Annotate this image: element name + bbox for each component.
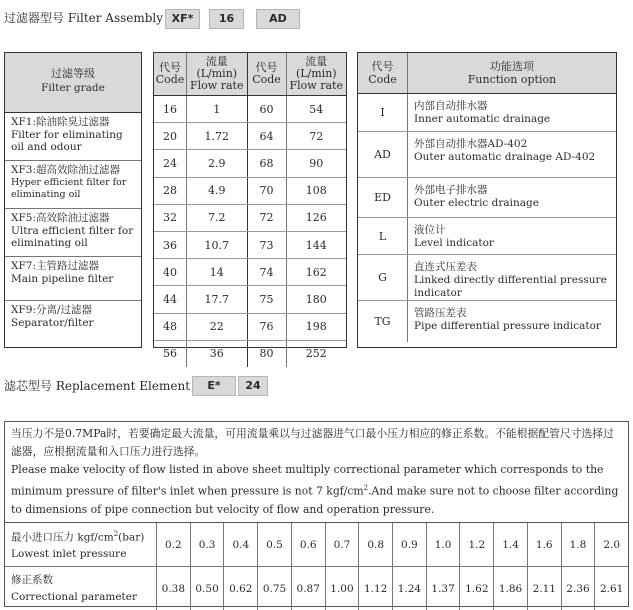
function-desc (408, 132, 616, 177)
flow-rate-cell: 22 (187, 313, 248, 340)
grade-item-en: Filter for eliminating oil and odour (11, 128, 123, 153)
function-desc (408, 255, 616, 300)
function-row (358, 301, 616, 342)
flow-header-code: 代号 Code (247, 53, 286, 96)
function-desc-en: Linked directly differential pressure indicator (414, 274, 607, 299)
correction-value: 0.62 (224, 567, 258, 610)
pressure-label: 最小进口压力 kgf/$cm^2(bar)$ Lowest inlet pressure (5, 523, 157, 567)
flow-code-cell: 73 (247, 231, 286, 258)
correction-value: 1.86 (494, 567, 528, 610)
flow-rate-cell: 2.9 (187, 150, 248, 177)
flow-row (154, 150, 346, 177)
filter-grade-header (5, 53, 141, 113)
flow-rate-cell: 14 (187, 259, 248, 286)
grade-item-en: Ultra efficient filter for eliminating oil (11, 224, 134, 249)
flow-rate-cell: 180 (286, 286, 346, 313)
flow-code-cell: 48 (154, 313, 187, 340)
grade-item-cn: XF3:超高效除油过滤器 (11, 164, 120, 176)
pressure-value: 1.0 (426, 523, 460, 567)
correction-value: 1.37 (426, 567, 460, 610)
pressure-value: 0.9 (393, 523, 427, 567)
flow-rate-cell: 126 (286, 204, 346, 231)
function-desc (408, 301, 616, 342)
correction-label: 修正系数 Correctional parameter (11, 573, 137, 603)
flow-code-cell: 60 (247, 96, 286, 123)
pressure-value: 2.0 (595, 523, 628, 567)
function-code: L (358, 218, 408, 254)
assembly-code-flow: 16 (209, 9, 244, 29)
flow-row (154, 231, 346, 258)
pressure-value: 0.5 (258, 523, 292, 567)
function-code: AD (358, 132, 408, 177)
flow-row (154, 204, 346, 231)
function-option-table (357, 52, 617, 348)
correction-value: 1.12 (359, 567, 393, 610)
correction-row (5, 567, 628, 610)
note-text-cn: 当压力不是0.7MPa时，若要确定最大流量，可用流量乘以与过滤器进气口最小压力相应的修正系数。不能根据配管尺寸选择过滤器，应根据流量和入口压力进行选择。 (11, 427, 614, 458)
grade-item-cn: XF1:除油除臭过滤器 (11, 116, 110, 128)
correction-value: 1.24 (393, 567, 427, 610)
flow-row (154, 96, 346, 123)
flow-code-cell: 24 (154, 150, 187, 177)
flow-code-cell: 20 (154, 123, 187, 150)
function-desc-cn: 外部自动排水器AD-402 (414, 138, 528, 150)
assembly-code-function: AD (256, 9, 300, 29)
grade-item-cn: XF7:主管路过滤器 (11, 260, 99, 272)
function-desc (408, 94, 616, 131)
function-row (358, 218, 616, 255)
function-row (358, 255, 616, 301)
pressure-value: 1.8 (561, 523, 595, 567)
flow-rate-cell: 198 (286, 313, 346, 340)
function-desc-en: Level indicator (414, 237, 494, 249)
flow-row (154, 177, 346, 204)
flow-rate-cell: 72 (286, 123, 346, 150)
function-desc-cn: 液位计 (414, 224, 446, 236)
function-desc (408, 218, 616, 254)
function-code: TG (358, 301, 408, 342)
flow-rate-cell: 4.9 (187, 177, 248, 204)
function-header-code: 代号 Code (358, 53, 408, 93)
pressure-value: 1.2 (460, 523, 494, 567)
flow-code-cell: 28 (154, 177, 187, 204)
flow-code-cell: 40 (154, 259, 187, 286)
note-text (5, 422, 628, 523)
pressure-value: 0.4 (224, 523, 258, 567)
function-desc-en: Outer automatic drainage AD-402 (414, 151, 596, 163)
function-desc-cn: 管路压差表 (414, 307, 467, 319)
flow-header-rate: 流量 (L/min) Flow rate (286, 53, 346, 96)
flow-code-cell: 56 (154, 340, 187, 367)
function-header-option: 功能选项 Function option (467, 60, 557, 86)
filter-grade-panel (4, 52, 142, 348)
pressure-value: 0.2 (157, 523, 191, 567)
flow-code-cell: 75 (247, 286, 286, 313)
function-code: I (358, 94, 408, 131)
flow-code-cell: 72 (247, 204, 286, 231)
function-desc-cn: 内部自动排水器 (414, 100, 488, 112)
flow-code-cell: 32 (154, 204, 187, 231)
flow-rate-cell: 162 (286, 259, 346, 286)
correction-value: 0.75 (258, 567, 292, 610)
function-row (358, 94, 616, 132)
flow-rate-cell: 90 (286, 150, 346, 177)
flow-code-cell: 68 (247, 150, 286, 177)
function-desc-cn: 直连式压差表 (414, 261, 477, 273)
flow-row (154, 259, 346, 286)
flow-code-cell: 16 (154, 96, 187, 123)
flow-rate-cell: 108 (286, 177, 346, 204)
flow-code-cell: 70 (247, 177, 286, 204)
flow-row (154, 286, 346, 313)
flow-header-code: 代号 Code (154, 53, 187, 96)
correction-value: 1.62 (460, 567, 494, 610)
flow-rate-cell: 7.2 (187, 204, 248, 231)
pressure-row (5, 523, 628, 567)
grade-item-cn: XF9:分离/过滤器 (11, 304, 93, 316)
note-text-en: Please make velocity of flow listed in above sheet multiply correctional parameter which corresponds to the minimum pressure of filter's inlet when pressure is not 7 kgf/$cm^2.And$ make sure not to choose filter according to dimensions of pipe connection but velocity of flow and operation pressure. (11, 463, 619, 516)
correction-value: 0.87 (291, 567, 325, 610)
flow-rate-cell: 17.7 (187, 286, 248, 313)
grade-item-en: Separator/filter (11, 316, 94, 329)
pressure-value: 0.3 (190, 523, 224, 567)
function-desc-en: Pipe differential pressure indicator (414, 320, 601, 332)
flow-code-cell: 44 (154, 286, 187, 313)
flow-code-cell: 64 (247, 123, 286, 150)
pressure-value: 1.6 (527, 523, 561, 567)
flow-rate-cell: 144 (286, 231, 346, 258)
flow-rate-cell: 36 (187, 340, 248, 367)
function-row (358, 132, 616, 178)
correction-value: 2.61 (595, 567, 628, 610)
flow-code-cell: 80 (247, 340, 286, 367)
pressure-value: 1.4 (494, 523, 528, 567)
pressure-value: 0.8 (359, 523, 393, 567)
flow-rate-cell: 10.7 (187, 231, 248, 258)
correction-value: 0.50 (190, 567, 224, 610)
function-row (358, 178, 616, 218)
flow-rate-cell: 252 (305, 347, 327, 361)
replacement-code-series: E* (192, 376, 236, 396)
function-desc (408, 178, 616, 217)
flow-header-rate: 流量 (L/min) Flow rate (187, 53, 248, 96)
assembly-title: 过滤器型号 Filter Assembly (4, 11, 164, 25)
correction-value: 1.00 (325, 567, 359, 610)
pressure-value: 0.7 (325, 523, 359, 567)
correction-value: 2.36 (561, 567, 595, 610)
function-header (358, 53, 616, 94)
grade-item-en: Main pipeline filter (11, 272, 114, 285)
flow-rate-cell: 54 (286, 96, 346, 123)
flow-rate-table (153, 52, 347, 361)
grade-item-xf5 (5, 209, 141, 257)
grade-item-xf1 (5, 113, 141, 161)
replacement-code-size: 24 (238, 376, 268, 396)
flow-code-cell: 76 (247, 313, 286, 340)
grade-item-en: Hyper efficient filter for eliminating oil (11, 176, 127, 200)
function-desc-en: Inner automatic drainage (414, 113, 551, 125)
flow-code-cell: 74 (247, 259, 286, 286)
correction-table (5, 523, 628, 610)
flow-rate-cell: 1 (187, 96, 248, 123)
flow-row (154, 123, 346, 150)
function-code: G (358, 255, 408, 300)
correction-value: 2.11 (527, 567, 561, 610)
pressure-correction-note (4, 421, 629, 607)
correction-value: 0.38 (157, 567, 191, 610)
flow-code-cell: 36 (154, 231, 187, 258)
pressure-value: 0.6 (291, 523, 325, 567)
function-desc-en: Outer electric drainage (414, 197, 539, 209)
filter-grade-header-en: Filter grade (41, 82, 105, 94)
replacement-title: 滤芯型号 Replacement Element (4, 379, 191, 393)
grade-item-xf9 (5, 301, 141, 345)
function-desc-cn: 外部电子排水器 (414, 184, 488, 196)
grade-item-cn: XF5:高效除油过滤器 (11, 212, 110, 224)
assembly-code-series: XF* (165, 9, 200, 29)
grade-item-xf7 (5, 257, 141, 301)
flow-row (154, 340, 346, 367)
flow-rate-cell: 1.72 (187, 123, 248, 150)
flow-row (154, 313, 346, 340)
filter-grade-header-cn: 过滤等级 (51, 67, 95, 80)
function-code: ED (358, 178, 408, 217)
grade-item-xf3 (5, 161, 141, 209)
